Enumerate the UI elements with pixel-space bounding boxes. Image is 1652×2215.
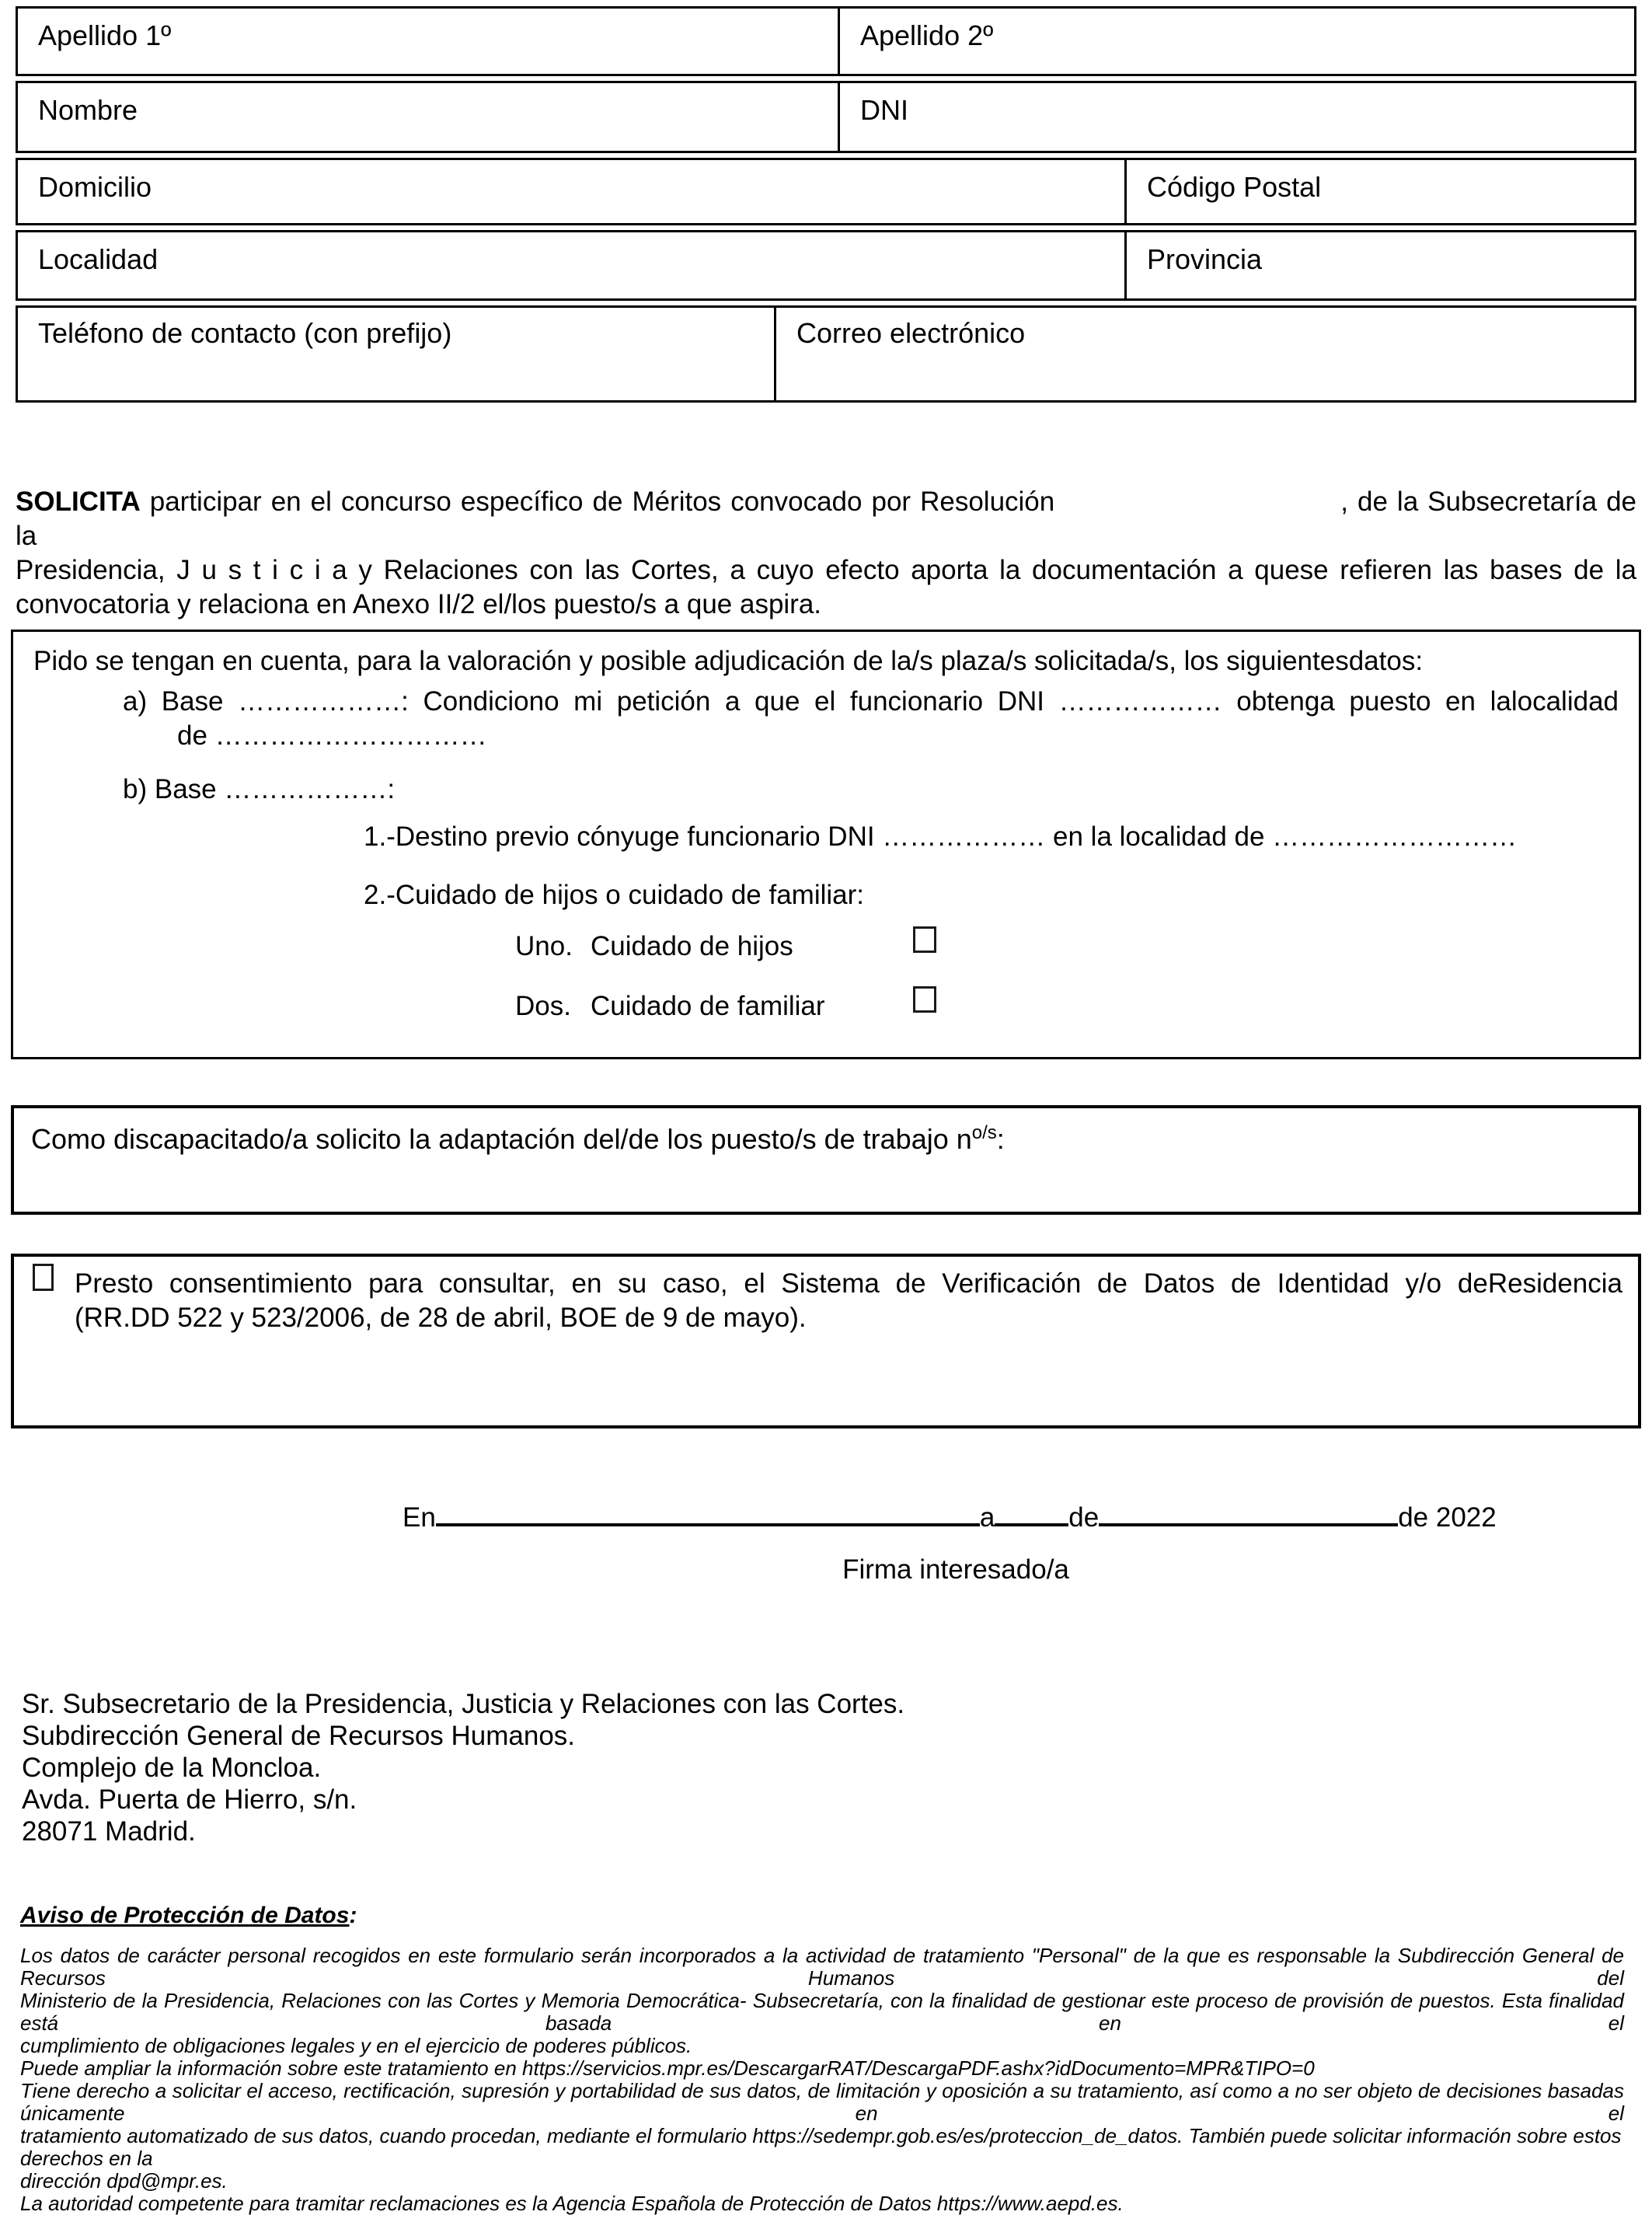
pido-item-a-line2: de ………………………… xyxy=(177,720,487,751)
option-row-dos xyxy=(515,989,1619,1024)
consent-line-1: Presto consentimiento para consultar, en su caso, el Sistema de Verificación de Datos de Identidad y/o deResidencia xyxy=(75,1268,1622,1299)
field-nombre-label: Nombre xyxy=(38,94,138,126)
field-apellido-2[interactable] xyxy=(838,9,1634,74)
field-codigo-postal[interactable] xyxy=(1124,160,1634,223)
date-a-label: a xyxy=(979,1502,995,1533)
privacy-line: Los datos de carácter personal recogidos en este formulario serán incorporados a la actividad de tratamiento "Personal" de la que es responsable la Subdirección General de Recursos Humanos del xyxy=(20,1944,1624,1990)
privacy-line: Tiene derecho a solicitar el acceso, rectificación, supresión y portabilidad de sus datos, de limitación y oposición a su tratamiento, así como a no ser objeto de decisiones basadas únicamente en el xyxy=(20,2079,1624,2125)
consent-line-2: (RR.DD 522 y 523/2006, de 28 de abril, BOE de 9 de mayo). xyxy=(75,1303,807,1333)
solicita-line-1-b: , de la Subsecretaría de la xyxy=(16,487,1637,551)
field-domicilio[interactable] xyxy=(18,160,1124,223)
solicita-line-3: convocatoria y relaciona en Anexo II/2 el/los puesto/s a que aspira. xyxy=(16,589,822,619)
checkbox-cuidado-familiar[interactable] xyxy=(913,986,936,1013)
date-de-label: de xyxy=(1068,1502,1100,1533)
option-uno-label: Uno. xyxy=(515,931,573,961)
privacy-line: Ministerio de la Presidencia, Relaciones con las Cortes y Memoria Democrática- Subsecretaría, con la finalidad de gestionar este proceso de provisión de puestos. Esta finalidad está basada en el xyxy=(20,1989,1624,2035)
table-row-domicilio xyxy=(16,158,1636,225)
pido-header: Pido se tengan en cuenta, para la valoración y posible adjudicación de la/s plaza/s solicitada/s, los siguientesdatos: xyxy=(33,646,1424,676)
field-correo-label: Correo electrónico xyxy=(796,317,1026,349)
privacy-line: dirección dpd@mpr.es. xyxy=(20,2169,228,2192)
field-localidad-label: Localidad xyxy=(38,243,159,275)
pido-sub2-cuidado: 2.-Cuidado de hijos o cuidado de familiar: xyxy=(364,880,864,910)
field-apellido-2-label: Apellido 2º xyxy=(860,19,994,51)
table-row-telefono-correo xyxy=(16,305,1636,403)
field-telefono[interactable] xyxy=(18,308,774,400)
addressee-line-3: Complejo de la Moncloa. xyxy=(22,1753,322,1783)
consent-box xyxy=(11,1254,1641,1428)
signature-label: Firma interesado/a xyxy=(842,1554,1069,1585)
privacy-heading-text: Aviso de Protección de Datos xyxy=(20,1903,350,1928)
pido-sub1-destino: 1.-Destino previo cónyuge funcionario DNI ……………… en la localidad de ……………………… xyxy=(364,821,1518,852)
disability-box[interactable] xyxy=(11,1105,1641,1215)
blank-month[interactable] xyxy=(1099,1497,1398,1526)
field-codigo-postal-label: Código Postal xyxy=(1147,171,1322,203)
disability-text-post: : xyxy=(996,1123,1005,1155)
pido-item-b: b) Base ………………: xyxy=(123,774,396,804)
disability-text xyxy=(14,1108,1638,1156)
privacy-line: La autoridad competente para tramitar reclamaciones es la Agencia Española de Protección de Datos https://www.aepd.es. xyxy=(20,2192,1124,2215)
option-row-uno xyxy=(515,930,1619,964)
date-line xyxy=(403,1497,1497,1533)
pido-item-a-line1: a) Base ………………: Condiciono mi petición a que el funcionario DNI ……………… obtenga puesto en lalocalidad xyxy=(123,686,1619,717)
field-dni-label: DNI xyxy=(860,94,908,126)
field-provincia-label: Provincia xyxy=(1147,243,1263,275)
pido-box xyxy=(11,630,1641,1059)
field-localidad[interactable] xyxy=(18,232,1124,298)
privacy-line: Puede ampliar la información sobre este tratamiento en https://servicios.mpr.es/DescargarRAT/DescargaPDF.ashx?idDocumento=MPR&TIPO=0 xyxy=(20,2056,1315,2080)
checkbox-cuidado-hijos[interactable] xyxy=(913,926,936,953)
option-dos-label: Dos. xyxy=(515,991,571,1021)
solicita-line-1 xyxy=(16,485,1636,553)
addressee-line-4: Avda. Puerta de Hierro, s/n. xyxy=(22,1784,357,1815)
solicita-line-2: Presidencia, J u s t i c i a y Relaciones con las Cortes, a cuyo efecto aporta la documentación a quese refieren las bases de la xyxy=(16,555,1636,585)
solicita-keyword: SOLICITA xyxy=(16,487,141,517)
field-provincia[interactable] xyxy=(1124,232,1634,298)
checkbox-consent[interactable] xyxy=(33,1264,54,1291)
addressee-line-2: Subdirección General de Recursos Humanos. xyxy=(22,1721,576,1751)
field-correo[interactable] xyxy=(774,308,1634,400)
addressee-line-1: Sr. Subsecretario de la Presidencia, Justicia y Relaciones con las Cortes. xyxy=(22,1689,905,1719)
privacy-line: cumplimiento de obligaciones legales y en el ejercicio de poderes públicos. xyxy=(20,2034,692,2057)
disability-text-pre: Como discapacitado/a solicito la adaptación del/de los puesto/s de trabajo n xyxy=(31,1123,972,1155)
addressee-block xyxy=(22,1688,904,1847)
field-apellido-1-label: Apellido 1º xyxy=(38,19,172,51)
table-row-nombre-dni xyxy=(16,81,1636,153)
privacy-notice-body xyxy=(20,1945,1624,2215)
disability-text-sup: o/s xyxy=(971,1122,997,1143)
blank-location[interactable] xyxy=(436,1497,980,1526)
resolution-blank[interactable] xyxy=(1054,510,1340,511)
solicita-paragraph xyxy=(16,485,1636,622)
privacy-heading-colon: : xyxy=(349,1903,357,1928)
date-en-label: En xyxy=(403,1502,436,1533)
blank-day[interactable] xyxy=(995,1497,1068,1526)
consent-text xyxy=(75,1267,1622,1335)
field-apellido-1[interactable] xyxy=(18,9,838,74)
privacy-notice-heading xyxy=(20,1903,357,1929)
field-dni[interactable] xyxy=(838,83,1634,151)
field-telefono-label: Teléfono de contacto (con prefijo) xyxy=(38,317,452,349)
solicita-line-1-a: participar en el concurso específico de Méritos convocado por Resolución xyxy=(140,487,1055,517)
date-year-label: de 2022 xyxy=(1398,1502,1497,1533)
table-row-apellidos xyxy=(16,6,1636,76)
option-dos-text: Cuidado de familiar xyxy=(591,991,825,1021)
field-domicilio-label: Domicilio xyxy=(38,171,152,203)
addressee-line-5: 28071 Madrid. xyxy=(22,1816,196,1847)
privacy-line: tratamiento automatizado de sus datos, cuando procedan, mediante el formulario https://sedempr.gob.es/es/proteccion_de_datos. También puede solicitar información sobre estos derechos en la xyxy=(20,2124,1622,2170)
table-row-localidad xyxy=(16,230,1636,301)
field-nombre[interactable] xyxy=(18,83,838,151)
option-uno-text: Cuidado de hijos xyxy=(591,931,793,961)
